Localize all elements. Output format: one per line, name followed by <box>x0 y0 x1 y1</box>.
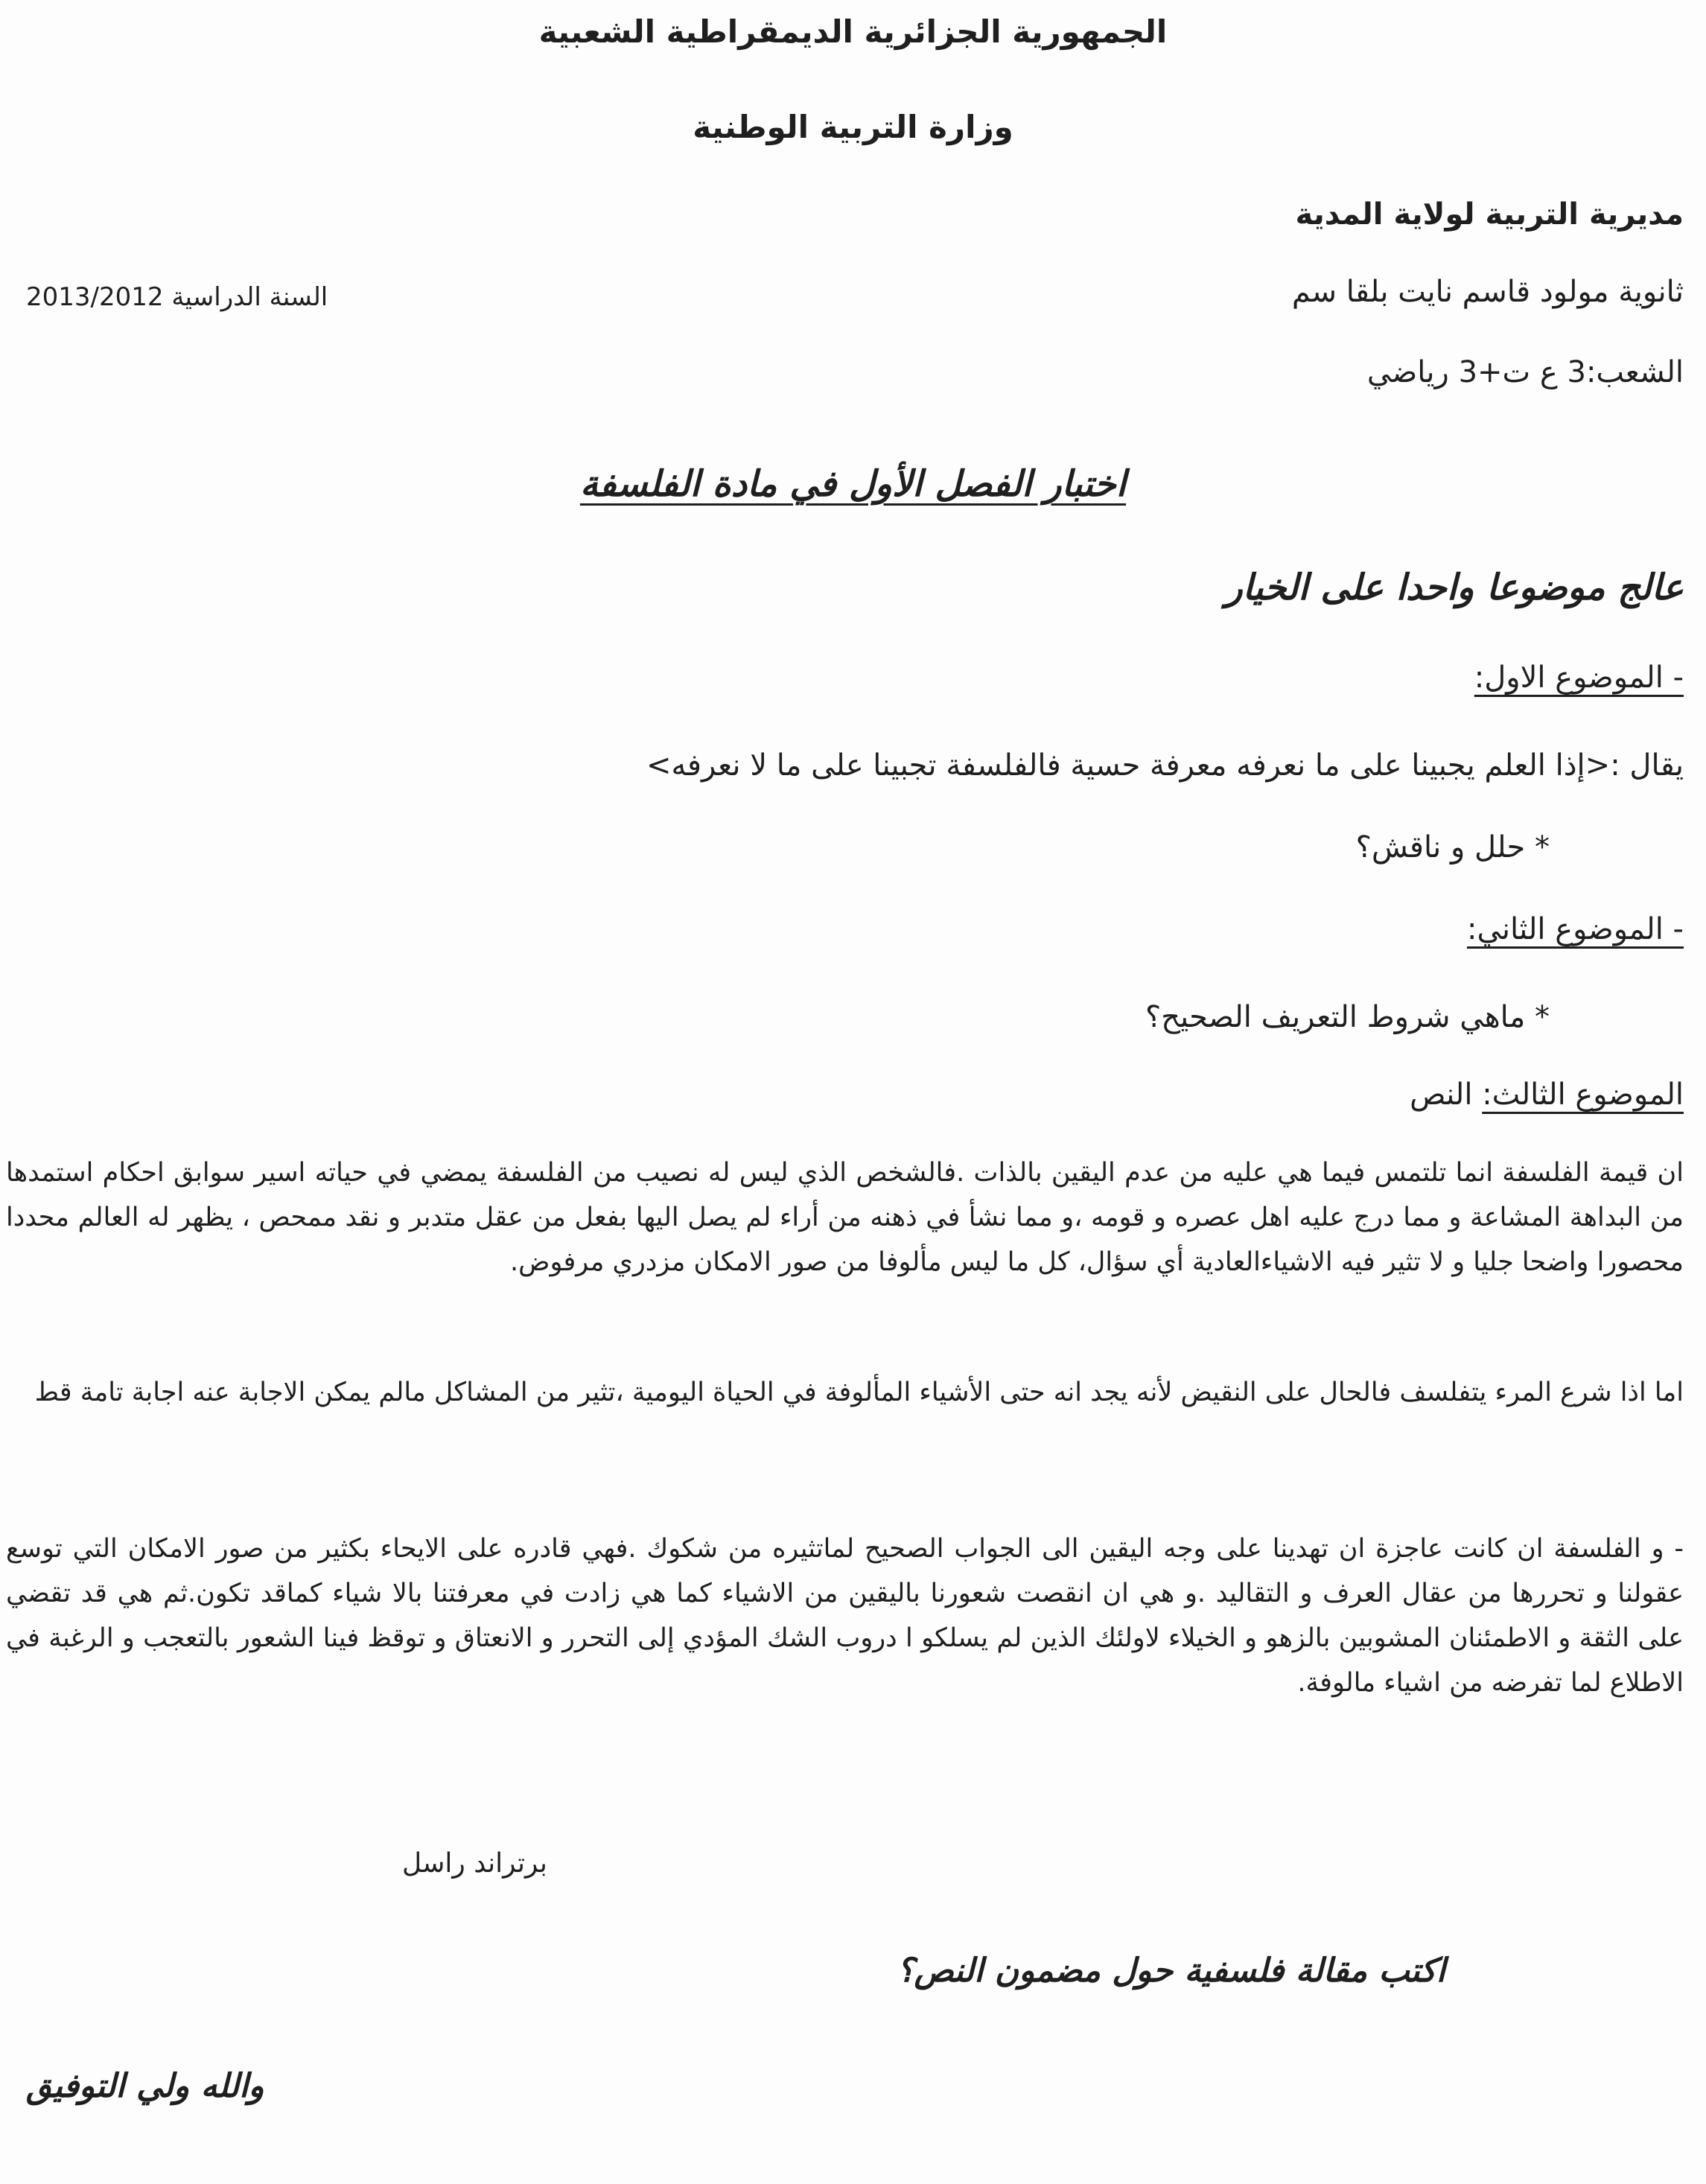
topic-2-question: * ماهي شروط التعريف الصحيح؟ <box>1145 1000 1550 1034</box>
school-year: السنة الدراسية 2013/2012 <box>26 282 328 312</box>
text-author: برتراند راسل <box>402 1848 547 1879</box>
text-paragraph-1: ان قيمة الفلسفة انما تلتمس فيما هي عليه من عدم اليقين بالذات .فالشخص الذي ليس له نصيب من الفلسفة يمضي في حياته اسير سوابق احكام استمدها من البداهة المشاعة و مما درج عليه اهل عصره و قومه ،و مما نشأ في ذهنه من أراء لم يصل اليها بفعل من عقل متدبر و نقد ممحص ، يظهر له العالم محددا محصورا واضحا جليا و لا تثير فيه الاشياءالعادية أي سؤال، كل ما ليس مألوفا من صور الامكان مزدري مرفوض. <box>6 1158 1684 1277</box>
topic-3-label <box>1410 1077 1684 1112</box>
topic-1-quote: يقال :<إذا العلم يجبينا على ما نعرفه معرفة حسية فالفلسفة تجبينا على ما لا نعرفه> <box>646 748 1684 783</box>
essay-prompt: اكتب مقالة فلسفية حول مضمون النص؟ <box>897 1952 1445 1990</box>
topic-3-label-suffix: النص <box>1410 1077 1483 1112</box>
ministry-heading: وزارة التربية الوطنية <box>693 109 1013 145</box>
topic-3-label-prefix: الموضوع الثالث: <box>1482 1077 1684 1112</box>
closing-phrase: والله ولي التوفيق <box>26 2067 264 2105</box>
exam-instruction: عالج موضوعا واحدا على الخيار <box>1225 567 1684 608</box>
streams-label: الشعب:3 ع ت+3 رياضي <box>1366 355 1684 389</box>
school-name: ثانوية مولود قاسم نايت بلقا سم <box>1291 275 1684 309</box>
text-paragraph-3: - و الفلسفة ان كانت عاجزة ان تهدينا على وجه اليقين الى الجواب الصحيح لماتثيره من شكوك .فهي قادره على الايحاء بكثير من صور الامكان التي توسع عقولنا و تحررها من عقال العرف و التقاليد .و هي ان انقصت شعورنا باليقين من الاشياء كما هي زادت في معرفتنا بالا شياء كماقد تكون.ثم هي قد تقضي على الثقة و الاطمئنان المشوبين بالزهو و الخيلاء لاولئك الذين لم يسلكو ا دروب الشك المؤدي إلى التحرر و الانعتاق و توقظ فينا الشعور بالتعجب و الرغبة في الاطلاع لما تفرضه من اشياء مالوفة. <box>6 1534 1684 1698</box>
directorate-heading: مديرية التربية لولاية المدية <box>1295 197 1684 232</box>
text-paragraph-2: اما اذا شرع المرء يتفلسف فالحال على النقيض لأنه يجد انه حتى الأشياء المألوفة في الحياة اليومية ،تثير من المشاكل مالم يمكن الاجابة عنه اجابة تامة قط <box>34 1378 1684 1407</box>
topic-1-label: - الموضوع الاول: <box>1474 660 1684 695</box>
topic-2-label: - الموضوع الثاني: <box>1467 912 1684 946</box>
republic-heading: الجمهورية الجزائرية الديمقراطية الشعبية <box>538 13 1168 50</box>
exam-title: اختبار الفصل الأول في مادة الفلسفة <box>579 463 1127 505</box>
topic-1-task: * حلل و ناقش؟ <box>1355 830 1550 865</box>
